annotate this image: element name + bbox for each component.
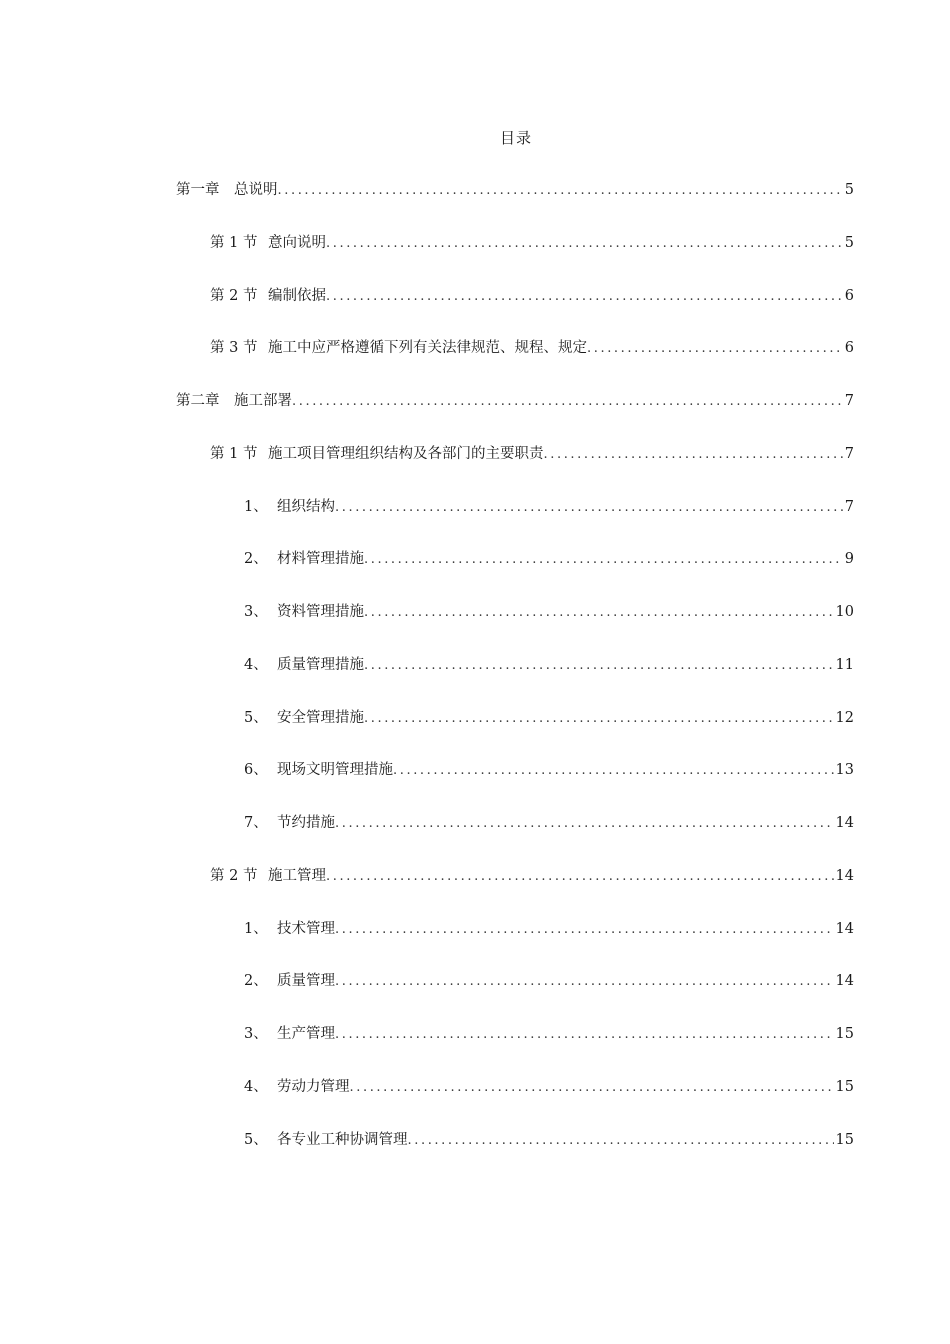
toc-dot-leader	[544, 444, 843, 466]
toc-entry[interactable]	[210, 337, 854, 359]
toc-entry-number: 第二章	[176, 393, 220, 409]
toc-dot-leader	[326, 233, 843, 255]
toc-entry-page-number: 9	[844, 551, 854, 568]
toc-entry-number: 第一章	[176, 182, 220, 198]
toc-entry[interactable]	[244, 1076, 854, 1098]
toc-entry-label: 质量管理措施	[277, 656, 364, 673]
toc-entry-label: 安全管理措施	[277, 709, 364, 726]
toc-dot-leader	[364, 549, 843, 571]
toc-entry[interactable]	[176, 390, 854, 412]
toc-entry-page-number: 6	[844, 287, 854, 304]
toc-entry[interactable]	[244, 1129, 854, 1151]
toc-entry-number: 4、	[244, 656, 268, 673]
toc-entry-number: 2、	[244, 551, 268, 568]
toc-entry-page-number: 5	[844, 182, 854, 198]
toc-entry-number: 4、	[244, 1078, 268, 1095]
toc-entry[interactable]	[244, 707, 854, 729]
toc-entry-page-number: 15	[835, 1026, 854, 1042]
toc-dot-leader	[393, 760, 834, 782]
toc-entry[interactable]	[210, 232, 854, 254]
toc-dot-leader	[364, 602, 834, 624]
toc-entry-page-number: 15	[835, 1131, 854, 1148]
toc-dot-leader	[364, 655, 834, 677]
toc-entry-number: 6、	[244, 762, 268, 779]
toc-dot-leader	[408, 1130, 834, 1152]
toc-entry-number: 7、	[244, 815, 268, 831]
toc-dot-leader	[292, 391, 843, 413]
toc-entry-number: 1、	[244, 920, 268, 937]
toc-entry[interactable]	[244, 601, 854, 623]
toc-entry-page-number: 6	[844, 340, 854, 357]
toc-dot-leader	[335, 1024, 834, 1046]
toc-entry-label: 材料管理措施	[277, 551, 364, 568]
toc-entry[interactable]	[244, 970, 854, 992]
toc-entry-number: 5、	[244, 1131, 268, 1148]
toc-dot-leader	[350, 1077, 834, 1099]
toc-entry-label: 施工中应严格遵循下列有关法律规范、规程、规定	[268, 340, 587, 357]
toc-entry-label: 意向说明	[268, 234, 326, 251]
toc-entry-number: 第 3 节	[210, 340, 258, 357]
toc-entry[interactable]	[244, 918, 854, 940]
toc-dot-leader	[335, 971, 834, 993]
toc-entry[interactable]	[244, 548, 854, 570]
toc-entry[interactable]	[176, 179, 854, 201]
toc-entry-number: 3、	[244, 604, 268, 620]
toc-entry[interactable]	[210, 285, 854, 307]
toc-dot-leader	[326, 286, 843, 308]
toc-entry[interactable]	[244, 812, 854, 834]
toc-entry[interactable]	[244, 1023, 854, 1045]
toc-title: 目录	[499, 129, 532, 147]
toc-entry-number: 2、	[244, 973, 268, 990]
toc-entry[interactable]	[210, 865, 854, 887]
toc-entry[interactable]	[244, 759, 854, 781]
toc-entry-label: 施工部署	[234, 393, 292, 409]
toc-entry-page-number: 14	[835, 867, 854, 884]
toc-entry-page-number: 14	[835, 920, 854, 937]
toc-entry-page-number: 13	[835, 762, 854, 779]
toc-entry-page-number: 15	[835, 1078, 854, 1095]
toc-entry-page-number: 7	[844, 498, 854, 515]
toc-dot-leader	[278, 180, 843, 202]
toc-dot-leader	[326, 866, 834, 888]
toc-entry-number: 第 1 节	[210, 234, 258, 251]
toc-entry-number: 5、	[244, 709, 268, 726]
toc-dot-leader	[587, 338, 843, 360]
toc-entry-label: 质量管理	[277, 973, 335, 990]
toc-entry-label: 节约措施	[277, 815, 335, 831]
toc-dot-leader	[335, 813, 834, 835]
toc-entry-label: 劳动力管理	[277, 1078, 350, 1095]
toc-entry-page-number: 12	[835, 709, 854, 726]
toc-entry-label: 总说明	[234, 182, 278, 198]
toc-entry-label: 组织结构	[277, 498, 335, 515]
toc-entry[interactable]	[210, 443, 854, 465]
toc-entry-page-number: 14	[835, 973, 854, 990]
toc-dot-leader	[335, 497, 843, 519]
toc-entry-number: 第 2 节	[210, 287, 258, 304]
toc-entry[interactable]	[244, 496, 854, 518]
toc-entry-label: 生产管理	[277, 1026, 335, 1042]
toc-dot-leader	[335, 919, 834, 941]
toc-entry-label: 编制依据	[268, 287, 326, 304]
toc-entry[interactable]	[244, 654, 854, 676]
toc-entry-page-number: 7	[844, 393, 854, 409]
toc-entry-page-number: 10	[835, 604, 854, 620]
toc-entry-label: 资料管理措施	[277, 604, 364, 620]
toc-entry-page-number: 7	[844, 445, 854, 462]
toc-entry-label: 各专业工种协调管理	[277, 1131, 408, 1148]
toc-entry-page-number: 14	[835, 815, 854, 831]
toc-entry-label: 技术管理	[277, 920, 335, 937]
toc-entry-label: 施工管理	[268, 867, 326, 884]
toc-entry-page-number: 11	[835, 656, 854, 673]
toc-entry-label: 现场文明管理措施	[277, 762, 393, 779]
toc-entry-number: 3、	[244, 1026, 268, 1042]
toc-dot-leader	[364, 708, 834, 730]
toc-entry-page-number: 5	[844, 234, 854, 251]
toc-entry-number: 第 1 节	[210, 445, 258, 462]
toc-entry-number: 第 2 节	[210, 867, 258, 884]
toc-entry-label: 施工项目管理组织结构及各部门的主要职责	[268, 445, 544, 462]
toc-entry-number: 1、	[244, 498, 268, 515]
